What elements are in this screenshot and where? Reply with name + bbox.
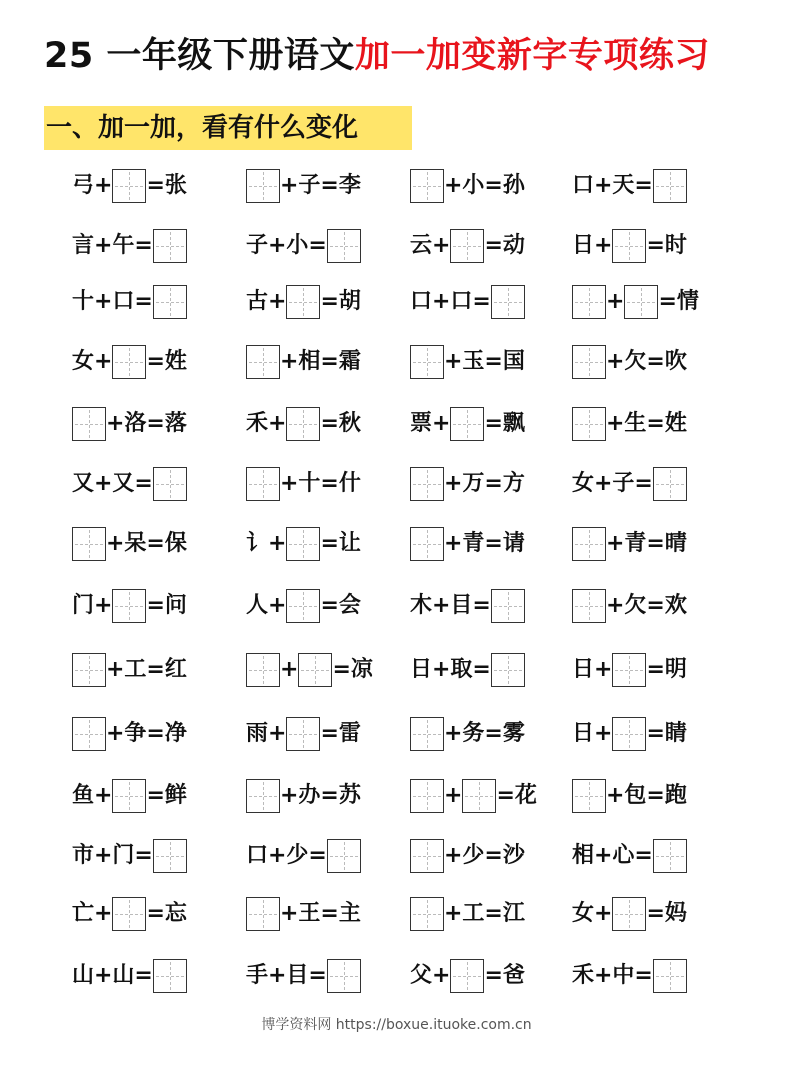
answer-box[interactable] — [246, 345, 280, 379]
equation-text: 云+ — [410, 233, 451, 258]
answer-box[interactable] — [410, 839, 444, 873]
equation-text: +玉=国 — [444, 349, 525, 374]
answer-box[interactable] — [624, 285, 658, 319]
answer-box[interactable] — [653, 839, 687, 873]
answer-box[interactable] — [298, 653, 332, 687]
equation-item — [410, 466, 525, 502]
answer-box[interactable] — [153, 285, 187, 319]
equation-text: =明 — [646, 657, 687, 682]
equation-text: =飘 — [484, 411, 525, 436]
equation-item — [72, 716, 187, 752]
equation-item — [246, 958, 361, 994]
equation-text: =忘 — [146, 901, 187, 926]
answer-box[interactable] — [246, 779, 280, 813]
equation-text: =秋 — [320, 411, 361, 436]
equation-item — [410, 652, 525, 688]
equation-text: 亡+ — [72, 901, 113, 926]
equation-text: 市+门= — [72, 843, 153, 868]
answer-box[interactable] — [72, 717, 106, 751]
equation-text: 鱼+ — [72, 783, 113, 808]
equation-item — [572, 406, 687, 442]
answer-box[interactable] — [612, 897, 646, 931]
answer-box[interactable] — [112, 779, 146, 813]
answer-box[interactable] — [72, 653, 106, 687]
equation-item — [246, 588, 361, 624]
equation-text: =雷 — [320, 721, 361, 746]
equation-text: =凉 — [332, 657, 373, 682]
equation-item — [572, 588, 687, 624]
answer-box[interactable] — [410, 169, 444, 203]
equation-item — [572, 652, 687, 688]
equation-text: +包=跑 — [606, 783, 687, 808]
answer-box[interactable] — [327, 229, 361, 263]
equation-item — [246, 168, 361, 204]
equation-text: + — [444, 783, 463, 808]
title-red-part: 加一加变新字专项练习 — [354, 36, 710, 76]
answer-box[interactable] — [286, 527, 320, 561]
answer-box[interactable] — [286, 285, 320, 319]
equation-text: 父+ — [410, 963, 451, 988]
equation-text: 手+目= — [246, 963, 327, 988]
equation-text: +子=李 — [280, 173, 361, 198]
equation-item — [572, 228, 687, 264]
equation-text: =睛 — [646, 721, 687, 746]
answer-box[interactable] — [410, 897, 444, 931]
equation-item — [410, 896, 525, 932]
equation-item — [572, 466, 687, 502]
answer-box[interactable] — [112, 169, 146, 203]
equation-text: 口+少= — [246, 843, 327, 868]
equation-item — [410, 838, 525, 874]
footer-watermark: 博学资料网 https://boxue.ituoke.com.cn — [261, 1017, 532, 1033]
equation-text: +争=净 — [106, 721, 187, 746]
equation-item — [72, 588, 187, 624]
equation-text: =花 — [496, 783, 537, 808]
answer-box[interactable] — [572, 285, 606, 319]
answer-box[interactable] — [112, 897, 146, 931]
answer-box[interactable] — [572, 345, 606, 379]
answer-box[interactable] — [491, 285, 525, 319]
equation-text: 日+ — [572, 233, 613, 258]
answer-box[interactable] — [410, 779, 444, 813]
equation-text: 女+ — [572, 901, 613, 926]
answer-box[interactable] — [112, 345, 146, 379]
answer-box[interactable] — [153, 839, 187, 873]
answer-box[interactable] — [491, 653, 525, 687]
equation-text: +呆=保 — [106, 531, 187, 556]
answer-box[interactable] — [246, 169, 280, 203]
answer-box[interactable] — [612, 717, 646, 751]
equation-text: 言+午= — [72, 233, 153, 258]
equation-text: 禾+ — [246, 411, 287, 436]
equation-text: +欠=吹 — [606, 349, 687, 374]
equation-item — [72, 838, 187, 874]
answer-box[interactable] — [572, 779, 606, 813]
answer-box[interactable] — [286, 407, 320, 441]
equation-text: =胡 — [320, 289, 361, 314]
answer-box[interactable] — [153, 959, 187, 993]
equation-text: 人+ — [246, 593, 287, 618]
answer-box[interactable] — [327, 839, 361, 873]
equation-item — [410, 958, 525, 994]
answer-box[interactable] — [410, 345, 444, 379]
answer-box[interactable] — [572, 527, 606, 561]
equation-text: 雨+ — [246, 721, 287, 746]
equation-item — [72, 958, 187, 994]
section-heading: 一、加一加，看有什么变化 — [44, 106, 412, 150]
equation-item — [410, 588, 525, 624]
answer-box[interactable] — [491, 589, 525, 623]
answer-box[interactable] — [153, 467, 187, 501]
equation-item — [572, 526, 687, 562]
equation-item — [246, 466, 361, 502]
equation-text: 又+又= — [72, 471, 153, 496]
equation-text: 门+ — [72, 593, 113, 618]
equation-item — [410, 526, 525, 562]
equation-text: 弓+ — [72, 173, 113, 198]
equation-text: 相+心= — [572, 843, 653, 868]
equation-item — [246, 344, 361, 380]
equation-item — [246, 896, 361, 932]
equation-text: 木+目= — [410, 593, 491, 618]
equation-item — [72, 228, 187, 264]
equation-item — [410, 778, 537, 814]
equation-text: +少=沙 — [444, 843, 525, 868]
equation-text: 山+山= — [72, 963, 153, 988]
answer-box[interactable] — [572, 589, 606, 623]
equation-item — [72, 168, 187, 204]
equation-item — [572, 778, 687, 814]
equation-item — [410, 344, 525, 380]
answer-box[interactable] — [572, 407, 606, 441]
equation-text: +小=孙 — [444, 173, 525, 198]
equation-item — [410, 228, 525, 264]
answer-box[interactable] — [327, 959, 361, 993]
equation-item — [72, 526, 187, 562]
equation-item — [572, 838, 687, 874]
equation-item — [410, 168, 525, 204]
equation-text: +生=姓 — [606, 411, 687, 436]
equation-item — [246, 526, 361, 562]
answer-box[interactable] — [653, 169, 687, 203]
answer-box[interactable] — [246, 897, 280, 931]
equation-text: +办=苏 — [280, 783, 361, 808]
equation-item — [572, 168, 687, 204]
equation-text: +王=主 — [280, 901, 361, 926]
equation-text: =时 — [646, 233, 687, 258]
answer-box[interactable] — [450, 407, 484, 441]
title-black-part: 一年级下册语文 — [106, 36, 355, 76]
equation-text: +青=请 — [444, 531, 525, 556]
equation-text: =张 — [146, 173, 187, 198]
equation-item — [410, 716, 525, 752]
equation-item — [72, 652, 187, 688]
equation-item — [246, 406, 361, 442]
equation-text: + — [606, 289, 625, 314]
equation-text: 十+口= — [72, 289, 153, 314]
answer-box[interactable] — [450, 229, 484, 263]
equation-item — [72, 466, 187, 502]
equation-text: =鲜 — [146, 783, 187, 808]
answer-box[interactable] — [112, 589, 146, 623]
equation-item — [246, 228, 361, 264]
answer-box[interactable] — [612, 229, 646, 263]
equation-text: =妈 — [646, 901, 687, 926]
answer-box[interactable] — [653, 467, 687, 501]
equation-text: =情 — [658, 289, 699, 314]
equation-text: 日+取= — [410, 657, 491, 682]
answer-box[interactable] — [410, 467, 444, 501]
answer-box[interactable] — [410, 717, 444, 751]
equation-item — [410, 406, 525, 442]
equation-text: +欠=欢 — [606, 593, 687, 618]
equation-text: 口+口= — [410, 289, 491, 314]
answer-box[interactable] — [72, 527, 106, 561]
equation-text: =动 — [484, 233, 525, 258]
equation-item — [572, 284, 699, 320]
equation-text: +洛=落 — [106, 411, 187, 436]
equation-text: 日+ — [572, 721, 613, 746]
answer-box[interactable] — [246, 653, 280, 687]
equation-text: =爸 — [484, 963, 525, 988]
equation-text: 票+ — [410, 411, 451, 436]
equation-item — [246, 284, 361, 320]
equation-item — [572, 716, 687, 752]
answer-box[interactable] — [410, 527, 444, 561]
equation-text: +青=晴 — [606, 531, 687, 556]
equation-item — [572, 896, 687, 932]
equation-text: =让 — [320, 531, 361, 556]
answer-box[interactable] — [450, 959, 484, 993]
answer-box[interactable] — [153, 229, 187, 263]
equation-text: 日+ — [572, 657, 613, 682]
equation-item — [572, 958, 687, 994]
equation-text: +相=霜 — [280, 349, 361, 374]
answer-box[interactable] — [246, 467, 280, 501]
equation-item — [246, 778, 361, 814]
equation-text: 女+ — [72, 349, 113, 374]
answer-box[interactable] — [286, 589, 320, 623]
equation-text: 子+小= — [246, 233, 327, 258]
equation-item — [72, 778, 187, 814]
answer-box[interactable] — [286, 717, 320, 751]
answer-box[interactable] — [462, 779, 496, 813]
answer-box[interactable] — [653, 959, 687, 993]
equation-text: +工=江 — [444, 901, 525, 926]
equation-item — [572, 344, 687, 380]
equation-text: 讠+ — [246, 531, 287, 556]
answer-box[interactable] — [72, 407, 106, 441]
equation-item — [246, 716, 361, 752]
equation-text: +工=红 — [106, 657, 187, 682]
equation-item — [72, 406, 187, 442]
equation-text: + — [280, 657, 299, 682]
equation-text: 女+子= — [572, 471, 653, 496]
equation-text: 口+天= — [572, 173, 653, 198]
answer-box[interactable] — [612, 653, 646, 687]
equation-text: =姓 — [146, 349, 187, 374]
equation-text: +十=什 — [280, 471, 361, 496]
equation-text: =问 — [146, 593, 187, 618]
equation-item — [72, 344, 187, 380]
equation-text: =会 — [320, 593, 361, 618]
equation-text: +务=雾 — [444, 721, 525, 746]
equation-item — [72, 284, 187, 320]
equation-item — [246, 838, 361, 874]
title-number: 25 — [44, 36, 107, 76]
equation-item — [410, 284, 525, 320]
equation-item — [72, 896, 187, 932]
equation-text: +万=方 — [444, 471, 525, 496]
equation-item — [246, 652, 373, 688]
equation-text: 古+ — [246, 289, 287, 314]
equation-text: 禾+中= — [572, 963, 653, 988]
